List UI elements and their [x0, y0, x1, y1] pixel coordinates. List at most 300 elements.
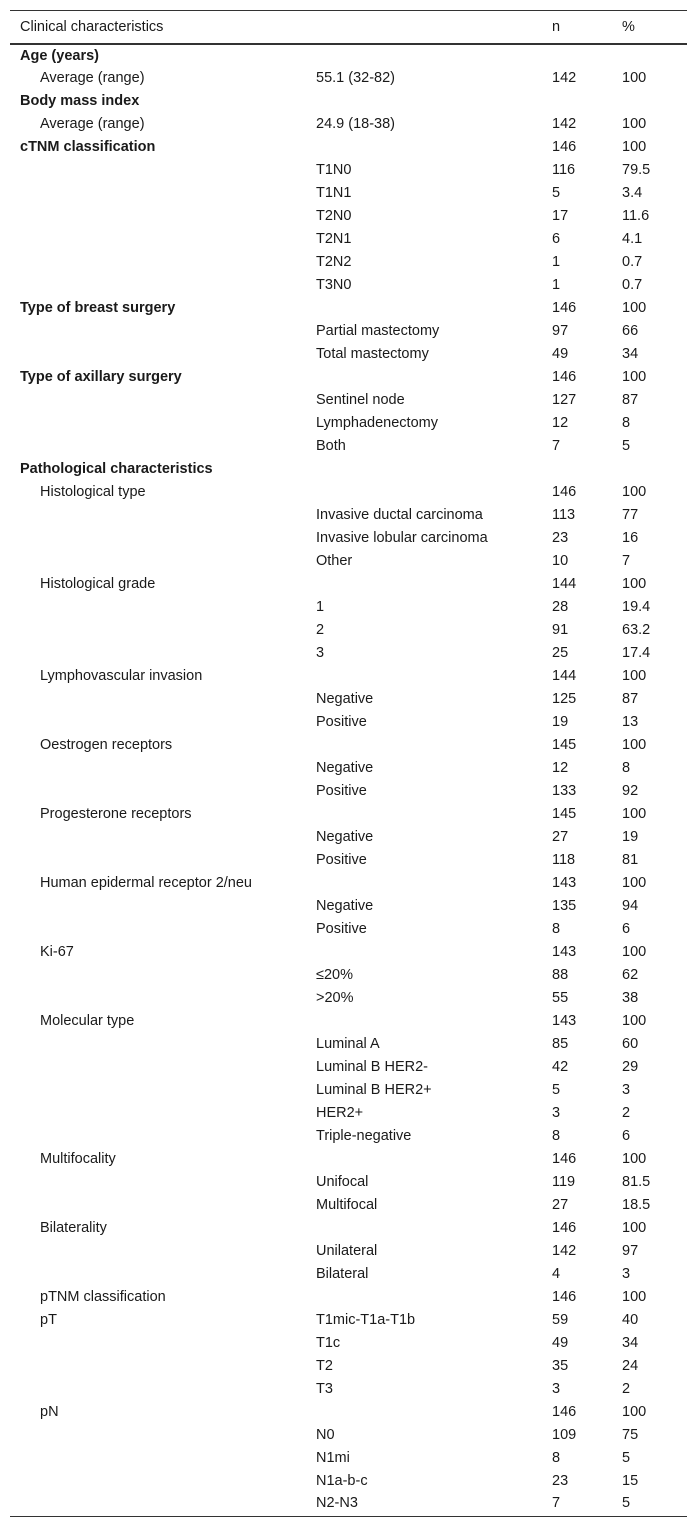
row-n	[540, 44, 610, 67]
table-row	[10, 504, 687, 527]
table-row	[10, 90, 687, 113]
row-percent: 100	[622, 875, 647, 891]
row-category: Invasive lobular carcinoma	[316, 530, 488, 546]
row-label: Multifocality	[40, 1151, 116, 1167]
row-category: Positive	[316, 852, 367, 868]
row-category	[306, 1010, 540, 1033]
row-label	[10, 412, 306, 435]
row-label	[10, 1194, 306, 1217]
row-label	[10, 320, 306, 343]
row-n: 109	[552, 1427, 577, 1443]
row-percent: 18.5	[622, 1197, 651, 1213]
row-label	[10, 251, 306, 274]
row-percent: 63.2	[622, 622, 651, 638]
table-row	[10, 44, 687, 67]
row-category: N0	[316, 1427, 335, 1443]
table-row	[10, 366, 687, 389]
row-label	[10, 1332, 306, 1355]
table-row	[10, 1447, 687, 1470]
row-n: 42	[552, 1059, 569, 1075]
row-percent: 75	[622, 1427, 639, 1443]
row-label: pTNM classification	[40, 1289, 166, 1305]
row-percent: 60	[622, 1036, 639, 1052]
row-n: 146	[552, 300, 577, 316]
row-category: Luminal B HER2+	[316, 1082, 432, 1098]
row-label	[10, 1493, 306, 1516]
row-label: Lymphovascular invasion	[40, 668, 203, 684]
row-label: Bilaterality	[40, 1220, 107, 1236]
row-n: 59	[552, 1312, 569, 1328]
row-percent: 8	[622, 760, 631, 776]
row-category: Unilateral	[316, 1243, 378, 1259]
row-n: 4	[552, 1266, 561, 1282]
row-category: T3N0	[316, 277, 352, 293]
table-row	[10, 1148, 687, 1171]
row-label	[10, 343, 306, 366]
row-category: 55.1 (32-82)	[316, 70, 395, 86]
row-category: T2	[316, 1358, 333, 1374]
table-row	[10, 159, 687, 182]
row-n: 23	[552, 530, 569, 546]
row-percent: 92	[622, 783, 639, 799]
row-label	[10, 849, 306, 872]
row-category: Other	[316, 553, 353, 569]
row-category	[306, 297, 540, 320]
row-percent: 100	[622, 1013, 647, 1029]
row-category: Luminal A	[316, 1036, 380, 1052]
row-category: Negative	[316, 760, 374, 776]
row-n: 146	[552, 1404, 577, 1420]
row-percent: 2	[622, 1381, 631, 1397]
table-row	[10, 274, 687, 297]
row-n: 127	[552, 392, 577, 408]
row-category: N1mi	[316, 1450, 350, 1466]
table-row	[10, 435, 687, 458]
row-label	[10, 918, 306, 941]
row-category: T1mic-T1a-T1b	[316, 1312, 416, 1328]
row-label	[10, 596, 306, 619]
row-label	[10, 711, 306, 734]
row-n: 113	[552, 507, 576, 523]
row-label	[10, 1056, 306, 1079]
row-percent: 19	[622, 829, 639, 845]
row-category	[306, 1217, 540, 1240]
row-category: 24.9 (18-38)	[316, 116, 395, 132]
row-n: 146	[552, 1289, 577, 1305]
row-label	[10, 1263, 306, 1286]
row-label: Molecular type	[40, 1013, 135, 1029]
table-body	[10, 44, 687, 1516]
row-n: 146	[552, 1151, 577, 1167]
row-n: 142	[552, 116, 577, 132]
row-n: 10	[552, 553, 569, 569]
table-row	[10, 826, 687, 849]
row-category: Negative	[316, 829, 374, 845]
row-label	[10, 1033, 306, 1056]
row-percent: 100	[622, 1151, 647, 1167]
table-row	[10, 527, 687, 550]
row-category: >20%	[316, 990, 354, 1006]
row-percent: 2	[622, 1105, 631, 1121]
row-percent: 0.7	[622, 254, 643, 270]
row-n: 144	[552, 576, 577, 592]
row-label	[10, 389, 306, 412]
row-label: Oestrogen receptors	[40, 737, 173, 753]
table-row	[10, 389, 687, 412]
row-n: 19	[552, 714, 569, 730]
row-n: 1	[552, 254, 561, 270]
table-row	[10, 1286, 687, 1309]
row-category	[306, 44, 540, 67]
table-row	[10, 941, 687, 964]
row-label	[10, 757, 306, 780]
row-category: 2	[316, 622, 325, 638]
row-label: Histological type	[40, 484, 146, 500]
row-n: 144	[552, 668, 577, 684]
table-row	[10, 895, 687, 918]
row-percent: 100	[622, 139, 647, 155]
row-n: 1	[552, 277, 561, 293]
table-row	[10, 1401, 687, 1424]
row-percent: 79.5	[622, 162, 651, 178]
row-label	[10, 1355, 306, 1378]
row-label	[10, 435, 306, 458]
row-percent: 6	[622, 921, 631, 937]
row-label	[10, 642, 306, 665]
row-percent: 5	[622, 438, 631, 454]
row-category: Positive	[316, 783, 367, 799]
table-row	[10, 619, 687, 642]
row-label	[10, 159, 306, 182]
row-label	[10, 987, 306, 1010]
row-category: Negative	[316, 691, 374, 707]
row-category: T3	[316, 1381, 333, 1397]
table-row	[10, 343, 687, 366]
clinical-characteristics-table	[10, 10, 687, 1516]
table-row	[10, 734, 687, 757]
row-percent: 11.6	[622, 208, 650, 224]
row-percent: 34	[622, 346, 639, 362]
row-percent: 100	[622, 300, 647, 316]
row-category	[306, 458, 540, 481]
row-n: 28	[552, 599, 569, 615]
row-category: T2N2	[316, 254, 352, 270]
row-category	[306, 1148, 540, 1171]
row-n: 97	[552, 323, 569, 339]
row-label: Type of axillary surgery	[20, 369, 182, 385]
row-category	[306, 1401, 540, 1424]
row-category: Multifocal	[316, 1197, 378, 1213]
row-percent: 19.4	[622, 599, 651, 615]
row-category: Sentinel node	[316, 392, 405, 408]
row-n: 49	[552, 1335, 569, 1351]
header-characteristics: Clinical characteristics	[10, 11, 306, 44]
row-percent: 100	[622, 1404, 647, 1420]
row-label	[10, 1424, 306, 1447]
row-percent: 94	[622, 898, 639, 914]
table-row	[10, 1010, 687, 1033]
row-percent: 17.4	[622, 645, 651, 661]
row-label: Progesterone receptors	[40, 806, 192, 822]
row-category: 3	[316, 645, 325, 661]
table-row	[10, 1056, 687, 1079]
row-category: Both	[316, 438, 346, 454]
table-row	[10, 1355, 687, 1378]
row-category: T2N1	[316, 231, 352, 247]
row-label	[10, 1378, 306, 1401]
row-label	[10, 826, 306, 849]
row-category: HER2+	[316, 1105, 364, 1121]
row-category: Lymphadenectomy	[316, 415, 438, 431]
row-n: 17	[552, 208, 569, 224]
row-category: T1N1	[316, 185, 352, 201]
row-category	[306, 136, 540, 159]
row-n: 88	[552, 967, 569, 983]
row-category	[306, 941, 540, 964]
table-row	[10, 872, 687, 895]
row-label	[10, 1447, 306, 1470]
row-label: pN	[40, 1404, 59, 1420]
row-label: Histological grade	[40, 576, 156, 592]
table-row	[10, 205, 687, 228]
row-percent: 3.4	[622, 185, 643, 201]
row-n: 143	[552, 875, 577, 891]
table-row	[10, 803, 687, 826]
row-n: 146	[552, 484, 577, 500]
row-category: Negative	[316, 898, 374, 914]
table-row	[10, 1194, 687, 1217]
row-n: 145	[552, 737, 577, 753]
row-n: 146	[552, 369, 577, 385]
row-percent: 100	[622, 369, 647, 385]
row-label	[10, 895, 306, 918]
row-category: Positive	[316, 921, 367, 937]
row-n: 5	[552, 185, 561, 201]
table-row	[10, 228, 687, 251]
row-n: 85	[552, 1036, 569, 1052]
row-category: Bilateral	[316, 1266, 369, 1282]
row-category: Partial mastectomy	[316, 323, 440, 339]
row-n: 35	[552, 1358, 569, 1374]
row-label: Average (range)	[40, 116, 145, 132]
row-category: Luminal B HER2-	[316, 1059, 429, 1075]
row-label	[10, 205, 306, 228]
row-percent: 8	[622, 415, 631, 431]
table-row	[10, 297, 687, 320]
row-category	[306, 872, 540, 895]
row-category: 1	[316, 599, 325, 615]
row-percent: 40	[622, 1312, 639, 1328]
row-category	[306, 665, 540, 688]
row-percent: 87	[622, 691, 639, 707]
row-category: Positive	[316, 714, 367, 730]
row-label: Average (range)	[40, 70, 145, 86]
row-n: 142	[552, 1243, 577, 1259]
row-n: 3	[552, 1381, 561, 1397]
row-category: T1c	[316, 1335, 341, 1351]
row-label: Pathological characteristics	[20, 461, 213, 477]
row-label	[10, 182, 306, 205]
row-n	[540, 458, 610, 481]
row-category: Total mastectomy	[316, 346, 429, 362]
row-percent: 100	[622, 668, 647, 684]
row-label: Age (years)	[20, 47, 99, 64]
row-percent: 5	[622, 1494, 631, 1511]
row-n: 8	[552, 1450, 561, 1466]
row-n: 7	[552, 438, 561, 454]
row-percent: 7	[622, 553, 631, 569]
row-n: 25	[552, 645, 569, 661]
table-bottom-rule	[10, 1516, 687, 1517]
row-n: 55	[552, 990, 569, 1006]
table-row	[10, 251, 687, 274]
table-row	[10, 1493, 687, 1516]
row-percent: 87	[622, 392, 639, 408]
row-label: pT	[40, 1312, 57, 1328]
row-n: 12	[552, 415, 569, 431]
row-percent: 81	[622, 852, 639, 868]
table-row	[10, 849, 687, 872]
row-label: Ki-67	[40, 944, 74, 960]
row-n: 133	[552, 783, 577, 799]
table-row	[10, 320, 687, 343]
row-label	[10, 780, 306, 803]
row-percent: 0.7	[622, 277, 643, 293]
table-row	[10, 573, 687, 596]
row-percent: 100	[622, 576, 647, 592]
row-n: 143	[552, 944, 577, 960]
row-n: 135	[552, 898, 577, 914]
row-label	[10, 228, 306, 251]
table-row	[10, 136, 687, 159]
row-n: 118	[552, 852, 576, 868]
table-row	[10, 458, 687, 481]
table-row	[10, 1079, 687, 1102]
row-percent: 5	[622, 1450, 631, 1466]
row-percent: 100	[622, 116, 647, 132]
row-category: T2N0	[316, 208, 352, 224]
row-n: 3	[552, 1105, 561, 1121]
row-n: 8	[552, 921, 561, 937]
row-n: 145	[552, 806, 577, 822]
table-row	[10, 481, 687, 504]
table-row	[10, 711, 687, 734]
row-percent: 100	[622, 737, 647, 753]
row-percent: 66	[622, 323, 639, 339]
row-category: ≤20%	[316, 967, 353, 983]
row-percent	[610, 44, 687, 67]
row-category: Invasive ductal carcinoma	[316, 507, 483, 523]
row-label: cTNM classification	[20, 139, 156, 155]
row-percent: 38	[622, 990, 639, 1006]
row-percent: 97	[622, 1243, 639, 1259]
row-percent: 24	[622, 1358, 639, 1374]
table-row	[10, 1470, 687, 1493]
row-n: 23	[552, 1473, 569, 1489]
row-label	[10, 1125, 306, 1148]
row-label	[10, 688, 306, 711]
row-label	[10, 1470, 306, 1493]
row-n: 6	[552, 231, 561, 247]
row-percent: 77	[622, 507, 639, 523]
table-row	[10, 918, 687, 941]
row-label: Type of breast surgery	[20, 300, 176, 316]
table-row	[10, 757, 687, 780]
characteristics-table-container	[10, 10, 687, 1517]
table-row	[10, 1424, 687, 1447]
row-percent: 100	[622, 944, 647, 960]
table-row	[10, 1125, 687, 1148]
row-n	[540, 90, 610, 113]
table-header-row	[10, 11, 687, 44]
row-n: 27	[552, 829, 569, 845]
row-percent: 3	[622, 1266, 631, 1282]
row-n: 143	[552, 1013, 577, 1029]
header-category	[306, 11, 540, 44]
row-n: 5	[552, 1082, 561, 1098]
row-percent: 81.5	[622, 1174, 651, 1190]
row-percent: 100	[622, 70, 647, 86]
table-row	[10, 596, 687, 619]
row-n: 8	[552, 1128, 561, 1144]
row-percent: 3	[622, 1082, 631, 1098]
row-label	[10, 619, 306, 642]
row-label: Body mass index	[20, 93, 140, 109]
table-row	[10, 642, 687, 665]
row-label	[10, 527, 306, 550]
row-percent	[610, 90, 687, 113]
row-category	[306, 734, 540, 757]
table-row	[10, 1171, 687, 1194]
row-label	[10, 274, 306, 297]
row-category: Unifocal	[316, 1174, 369, 1190]
row-category: N1a-b-c	[316, 1473, 368, 1489]
row-n: 12	[552, 760, 569, 776]
row-percent: 100	[622, 1220, 647, 1236]
row-n: 116	[552, 162, 576, 178]
table-row	[10, 780, 687, 803]
row-label	[10, 1171, 306, 1194]
table-row	[10, 1033, 687, 1056]
row-percent: 29	[622, 1059, 639, 1075]
row-category	[306, 573, 540, 596]
row-percent: 4.1	[622, 231, 643, 247]
row-percent: 34	[622, 1335, 639, 1351]
table-row	[10, 1309, 687, 1332]
row-percent: 62	[622, 967, 639, 983]
row-n: 119	[552, 1174, 576, 1190]
row-label	[10, 1102, 306, 1125]
header-n: n	[540, 11, 610, 44]
table-row	[10, 1263, 687, 1286]
table-row	[10, 550, 687, 573]
row-label	[10, 964, 306, 987]
row-label	[10, 550, 306, 573]
row-n: 125	[552, 691, 577, 707]
row-n: 146	[552, 139, 577, 155]
row-category	[306, 803, 540, 826]
row-label: Human epidermal receptor 2/neu	[40, 875, 252, 891]
row-category	[306, 366, 540, 389]
table-row	[10, 182, 687, 205]
row-percent: 100	[622, 484, 647, 500]
row-label	[10, 504, 306, 527]
row-category	[306, 481, 540, 504]
row-n: 7	[552, 1494, 561, 1511]
header-percent: %	[610, 11, 687, 44]
row-n: 91	[552, 622, 569, 638]
row-label	[10, 1079, 306, 1102]
